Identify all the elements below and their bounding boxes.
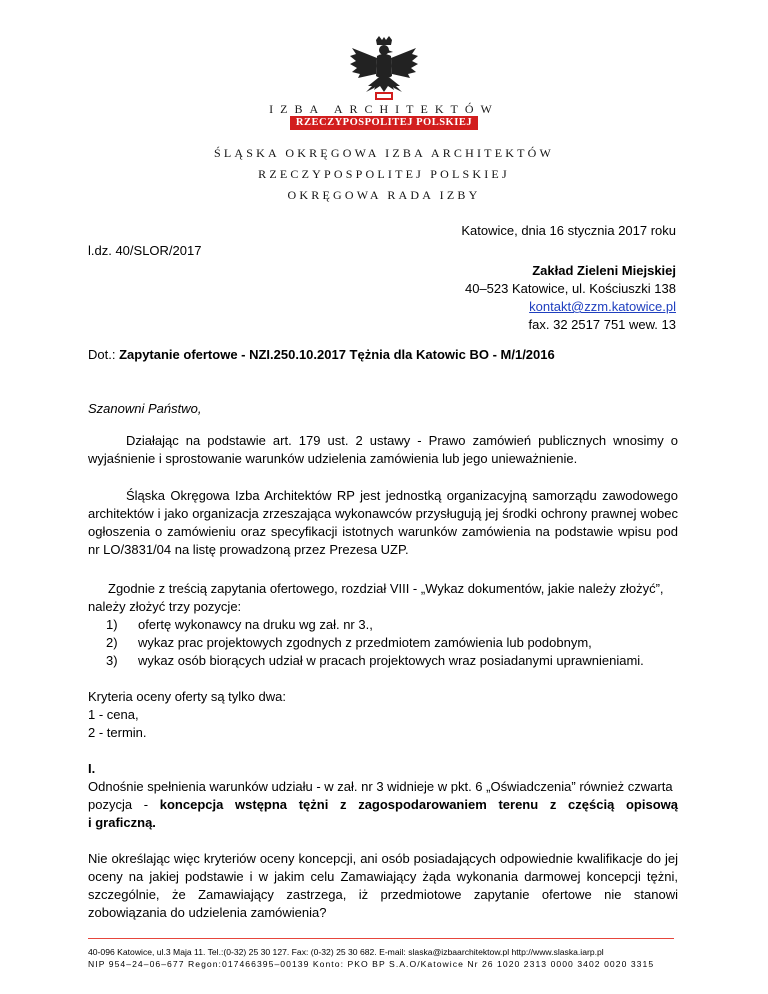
subject-line	[88, 346, 678, 364]
list-item-text: wykaz prac projektowych zgodnych z przedmiotem zamówienia lub podobnym,	[138, 635, 592, 650]
footer-contact-line: 40-096 Katowice, ul.3 Maja 11. Tel.:(0-32) 25 30 127. Fax: (0-32) 25 30 682. E-mail: slaska@izbaarchitektow.pl http://www.slaska.iarp.pl	[88, 947, 604, 957]
list-item-number: 3)	[106, 653, 118, 668]
subject-title: Zapytanie ofertowe - NZI.250.10.2017 Tężnia dla Katowic BO - M/1/2016	[119, 347, 555, 362]
criteria-intro: Kryteria oceny oferty są tylko dwa:	[88, 689, 286, 704]
recipient-address: 40–523 Katowice, ul. Kościuszki 138	[464, 281, 676, 296]
section-mark: I.	[88, 761, 96, 776]
list-item	[88, 634, 678, 652]
salutation: Szanowni Państwo,	[88, 401, 202, 416]
criteria-1: 1 - cena,	[88, 707, 139, 722]
criteria-2: 2 - termin.	[88, 725, 147, 740]
paragraph-4-line2-normal: pozycja -	[88, 797, 160, 812]
paragraph-4-line3: i graficzną.	[88, 815, 156, 830]
footer-bank-line: NIP 954–24–06–677 Regon:017466395–00139 Konto: PKO BP S.A.O/Katowice Nr 26 1020 2313 0000 3402 0020 3315	[88, 959, 655, 969]
subject-prefix: Dot.:	[88, 347, 120, 362]
paragraph-5: Nie określając więc kryteriów oceny koncepcji, ani osób posiadających odpowiednie kwalifikacje do jej oceny na jakiej podstawie i w jakim celu Zamawiający żąda wykonania darmowej koncepcji tężni, szczególnie, że Zamawiający zastrzega, iż przedmiotowe zapytanie ofertowe nie stanowi zobowiązania do udzielenia zamówienia?	[88, 851, 678, 920]
reference-number: l.dz. 40/SLOR/2017	[88, 243, 202, 258]
paragraph-3-line1-text: Zgodnie z treścią zapytania ofertowego, rozdział VIII - „Wykaz dokumentów, jakie należy złożyć”,	[108, 581, 664, 596]
rp-red-band: RZECZYPOSPOLITEJ POLSKIEJ	[290, 116, 478, 130]
footer-divider	[88, 938, 674, 939]
paragraph-4-line1: Odnośnie spełnienia warunków udziału - w zał. nr 3 widnieje w pkt. 6 „Oświadczenia” również czwarta	[88, 779, 673, 794]
paragraph-1: Działając na podstawie art. 179 ust. 2 ustawy - Prawo zamówień publicznych wnosimy o wyjaśnienie i sprostowanie warunków udzielenia zamówienia lub jego unieważnienie.	[88, 433, 678, 466]
recipient-email-link[interactable]: kontakt@zzm.katowice.pl	[529, 299, 676, 314]
list-item	[88, 652, 678, 670]
recipient-fax: fax. 32 2517 751 wew. 13	[528, 317, 676, 332]
list-item-text: wykaz osób biorących udział w pracach projektowych wraz posiadanymi uprawnieniami.	[138, 653, 644, 668]
place-date: Katowice, dnia 16 stycznia 2017 roku	[461, 223, 676, 238]
org-name-line2: RZECZYPOSPOLITEJ POLSKIEJ	[258, 167, 510, 181]
paragraph-4-line2	[88, 796, 678, 814]
recipient-email-row	[380, 298, 676, 316]
requirements-list	[88, 616, 678, 670]
recipient-name: Zakład Zieleni Miejskiej	[532, 263, 676, 278]
eagle-emblem-icon	[344, 36, 424, 102]
list-item-number: 1)	[106, 617, 118, 632]
izba-architektow-text: IZBA ARCHITEKTÓW	[269, 102, 499, 116]
paragraph-2: Śląska Okręgowa Izba Architektów RP jest jednostką organizacyjną samorządu zawodowego architektów i jako organizacja zrzeszająca wykonawców przysługują jej środki ochrony prawnej wobec ogłoszenia o zamówieniu oraz specyfikacji istotnych warunków zamówienia na podstawie wpisu pod nr LO/3831/04 na listę prowadzoną przez Prezesa UZP.	[88, 488, 678, 557]
logo	[0, 36, 768, 102]
list-item	[88, 616, 678, 634]
org-name-line1: ŚLĄSKA OKRĘGOWA IZBA ARCHITEKTÓW	[213, 146, 555, 160]
list-item-text: ofertę wykonawcy na druku wg zał. nr 3.,	[138, 617, 373, 632]
paragraph-3-line2: należy złożyć trzy pozycje:	[88, 599, 242, 614]
org-name-line3: OKRĘGOWA RADA IZBY	[287, 188, 481, 202]
paragraph-3-line1	[88, 580, 678, 598]
list-item-number: 2)	[106, 635, 118, 650]
paragraph-4-line2-bold: koncepcja wstępna tężni z zagospodarowaniem terenu z częścią opisową	[159, 797, 678, 812]
